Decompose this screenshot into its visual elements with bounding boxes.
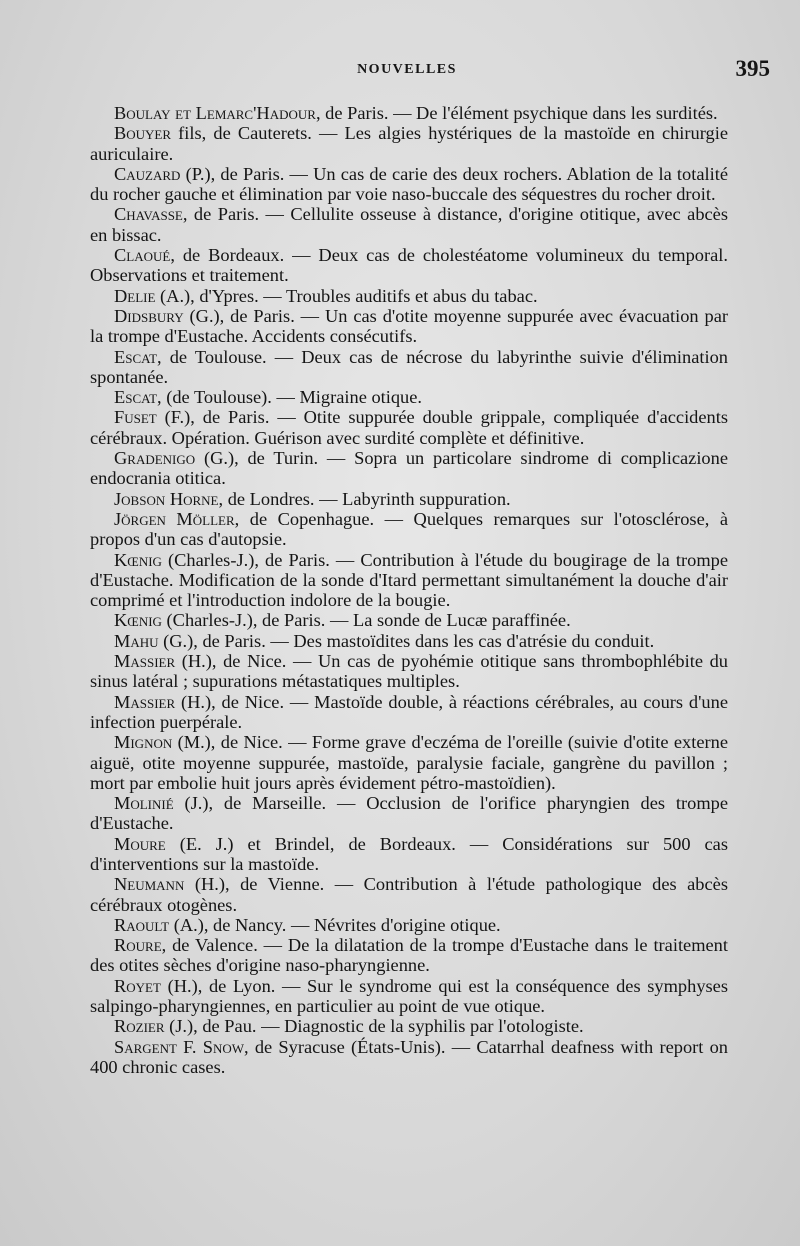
list-item [90,489,728,509]
entry-text: (J.), de Marseille. — Occlusion de l'orifice pharyngien des trompe d'Eustache. [90,793,728,834]
page-header [0,56,800,90]
list-item [90,387,728,407]
entry-text: (M.), de Nice. — Forme grave d'eczéma de l'oreille (suivie d'otite externe aiguë, otite moyenne suppurée, mastoïde, paralysie faciale, gangrène du pavillon ; mort par embolie huit jours après évidement pétro-mastoïdien). [90,732,728,793]
entry-text: (A.), de Nancy. — Névrites d'origine otique. [169,914,501,935]
entry-text: (G.), de Paris. — Un cas d'otite moyenne suppurée avec évacuation par la trompe d'Eustache. Accidents consécutifs. [90,305,728,347]
entry-text: (Charles-J.), de Paris. — La sonde de Lucæ paraffinée. [161,610,571,631]
entry-author: Massier [114,691,176,712]
entry-author: Kœnig [114,549,162,570]
entry-author: Delie [114,285,156,306]
entry-author: Kœnig [114,610,162,631]
entry-author: Bouyer [114,123,172,144]
list-item [90,509,728,550]
list-item [90,448,728,489]
list-item [90,834,728,875]
entry-author: Sargent F. Snow [114,1036,245,1057]
entry-text: , de Londres. — Labyrinth suppuration. [218,488,511,509]
entry-author: Fuset [114,407,157,428]
list-item [90,347,728,388]
entry-text: (E. J.) et Brindel, de Bordeaux. — Considérations sur 500 cas d'interventions sur la mastoïde. [90,833,728,874]
list-item [90,103,728,123]
entry-author: Boulay et Lemarc'Hadour [114,103,316,123]
list-item [90,306,728,347]
entry-author: Escat [114,346,158,367]
running-head: NOUVELLES [357,62,457,77]
list-item [90,692,728,733]
list-item [90,631,728,651]
list-item [90,245,728,286]
entry-author: Gradenigo [114,448,196,469]
entry-author: Massier [114,651,176,672]
list-item [90,1016,728,1036]
entry-text: , de Paris. — Cellulite osseuse à distance, d'origine otitique, avec abcès en bissac. [90,204,728,245]
entry-text: , de Valence. — De la dilatation de la trompe d'Eustache dans le traitement des otites sèches d'origine naso-pharyngienne. [90,935,728,976]
list-item [90,550,728,611]
entry-text: (Charles-J.), de Paris. — Contribution à l'étude du bougirage de la trompe d'Eustache. Modification de la sonde d'Itard permettant simultanément la douche d'air comprimé et l'introduction indolore de la bougie. [90,549,728,611]
entry-text: (P.), de Paris. — Un cas de carie des deux rochers. Ablation de la totalité du rocher gauche et élimination par voie naso-buccale des séquestres du rocher droit. [90,163,728,205]
list-item [90,651,728,692]
entry-author: Mignon [114,732,173,753]
entry-text: (G.), de Turin. — Sopra un particolare sindrome di complicazione endocrania otitica. [90,448,728,489]
list-item [90,123,728,164]
list-item [90,874,728,915]
list-item [90,407,728,448]
list-item [90,935,728,976]
entry-text: , de Bordeaux. — Deux cas de cholestéatome volumineux du temporal. Observations et traitement. [90,245,728,286]
list-item [90,976,728,1017]
list-item [90,164,728,205]
entry-text: , (de Toulouse). — Migraine otique. [157,387,423,408]
entry-author: Roure [114,935,162,956]
entry-text: , de Copenhague. — Quelques remarques sur l'otosclérose, à propos d'un cas d'autopsie. [90,508,728,550]
entry-text: , de Paris. — De l'élément psychique dans les surdités. [315,103,718,123]
entry-text: (J.), de Pau. — Diagnostic de la syphilis par l'otologiste. [164,1016,584,1037]
entry-author: Jörgen Möller [114,508,235,529]
entry-text: (A.), d'Ypres. — Troubles auditifs et abus du tabac. [155,285,538,306]
entry-text: , de Toulouse. — Deux cas de nécrose du labyrinthe suivie d'élimination spontanée. [90,346,728,387]
entry-author: Moure [114,833,166,854]
entry-author: Neumann [114,874,185,895]
page-number: 395 [735,56,770,81]
list-item [90,915,728,935]
list-item [90,732,728,793]
entry-author: Claoué [114,245,171,266]
entry-text: (G.), de Paris. — Des mastoïdites dans les cas d'atrésie du conduit. [158,630,655,651]
list-item [90,793,728,834]
list-item [90,610,728,630]
entry-text: fils, de Cauterets. — Les algies hystériques de la mastoïde en chirurgie auriculaire. [90,123,728,164]
list-item [90,286,728,306]
list-item [90,204,728,245]
entry-author: Molinié [114,793,174,814]
entry-author: Cauzard [114,163,181,184]
entry-text: (H.), de Nice. — Mastoïde double, à réactions cérébrales, au cours d'une infection puerpérale. [90,691,728,732]
entry-text: (F.), de Paris. — Otite suppurée double grippale, compliquée d'accidents cérébraux. Opération. Guérison avec surdité complète et définitive. [90,407,728,448]
entry-author: Rozier [114,1016,165,1037]
list-item [90,1037,728,1078]
entry-author: Raoult [114,914,170,935]
entry-author: Royet [114,975,161,996]
entry-text: (H.), de Nice. — Un cas de pyohémie otitique sans thrombophlébite du sinus latéral ; supurations métastatiques multiples. [90,651,728,692]
entry-author: Didsbury [114,305,184,326]
entry-list [90,103,728,1077]
entry-text: (H.), de Lyon. — Sur le syndrome qui est la conséquence des symphyses salpingo-pharyngiennes, en particulier au point de vue otique. [90,975,728,1017]
entry-author: Escat [114,387,158,408]
entry-author: Chavasse [114,204,183,225]
entry-author: Jobson Horne [114,488,219,509]
entry-text: (H.), de Vienne. — Contribution à l'étude pathologique des abcès cérébraux otogènes. [90,874,728,915]
entry-author: Mahu [114,630,159,651]
entry-text: , de Syracuse (États-Unis). — Catarrhal deafness with report on 400 chronic cases. [90,1036,728,1077]
